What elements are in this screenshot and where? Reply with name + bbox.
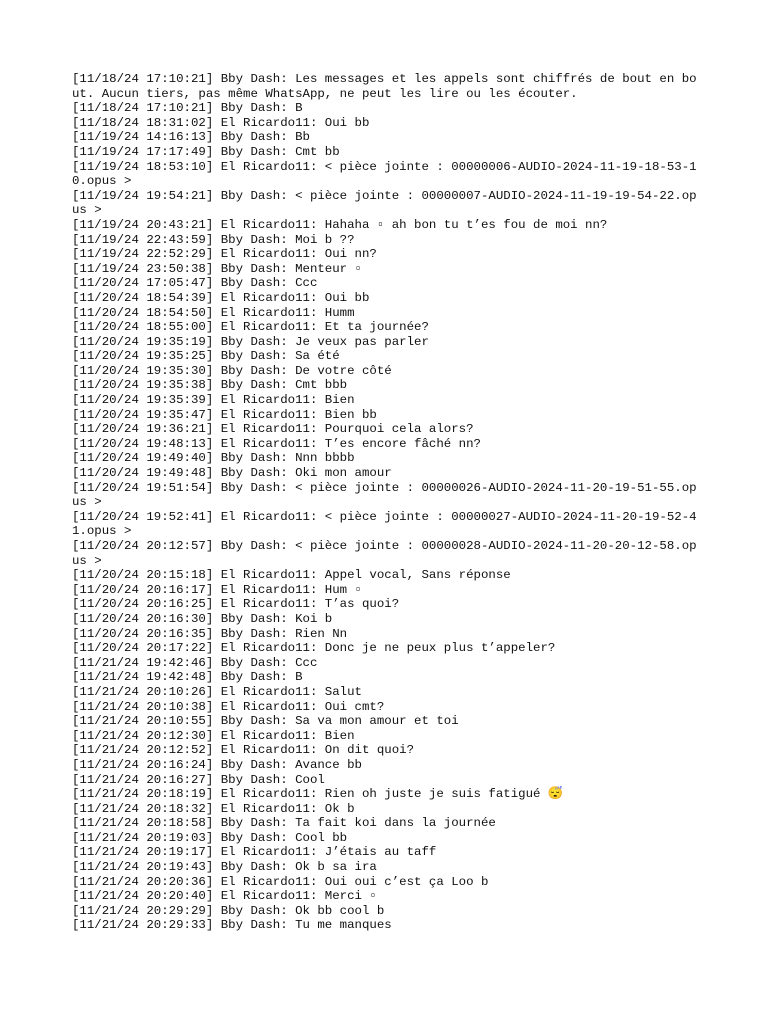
chat-line: [11/20/24 19:35:25] Bby Dash: Sa été [72, 349, 340, 364]
chat-line: [11/20/24 19:49:40] Bby Dash: Nnn bbbb [72, 451, 355, 466]
chat-line: [11/21/24 20:19:03] Bby Dash: Cool bb [72, 830, 348, 845]
chat-line: [11/18/24 17:10:21] Bby Dash: Les messages et les appels sont chiffrés de bout en bout. Aucun tiers, pas même WhatsApp, ne peut les lire ou les écouter. [72, 72, 697, 101]
chat-line: [11/21/24 20:16:24] Bby Dash: Avance bb [72, 757, 362, 772]
chat-line: [11/20/24 19:35:38] Bby Dash: Cmt bbb [72, 378, 348, 393]
chat-line: [11/21/24 20:20:36] El Ricardo11: Oui oui c’est ça Loo b [72, 874, 489, 889]
chat-line: [11/20/24 19:51:54] Bby Dash: < pièce jointe : 00000026-AUDIO-2024-11-20-19-51-55.opus > [72, 480, 697, 510]
chat-line: [11/19/24 22:43:59] Bby Dash: Moi b ?? [72, 232, 355, 247]
chat-line: [11/21/24 20:29:29] Bby Dash: Ok bb cool b [72, 903, 385, 918]
chat-line: [11/18/24 18:31:02] El Ricardo11: Oui bb [72, 115, 370, 130]
chat-line: [11/21/24 20:10:26] El Ricardo11: Salut [72, 684, 362, 699]
chat-line: [11/20/24 19:35:19] Bby Dash: Je veux pas parler [72, 334, 429, 349]
chat-line: [11/21/24 19:42:48] Bby Dash: B [72, 670, 303, 685]
chat-line: [11/20/24 18:54:50] El Ricardo11: Humm [72, 305, 355, 320]
chat-line: [11/20/24 19:48:13] El Ricardo11: T’es encore fâché nn? [72, 436, 481, 451]
chat-line: [11/19/24 17:17:49] Bby Dash: Cmt bb [72, 144, 340, 159]
chat-line: [11/19/24 19:54:21] Bby Dash: < pièce jointe : 00000007-AUDIO-2024-11-19-19-54-22.opus > [72, 188, 697, 218]
chat-line: [11/20/24 19:36:21] El Ricardo11: Pourquoi cela alors? [72, 422, 474, 437]
chat-line: [11/19/24 23:50:38] Bby Dash: Menteur ▫ [72, 261, 362, 276]
chat-line: [11/21/24 20:18:19] El Ricardo11: Rien oh juste je suis fatigué 😴 [72, 787, 564, 802]
chat-line: [11/21/24 20:18:32] El Ricardo11: Ok b [72, 801, 355, 816]
chat-line: [11/20/24 19:35:47] El Ricardo11: Bien bb [72, 407, 377, 422]
chat-line: [11/21/24 20:18:58] Bby Dash: Ta fait koi dans la journée [72, 816, 496, 831]
chat-line: [11/19/24 22:52:29] El Ricardo11: Oui nn? [72, 247, 377, 262]
chat-line: [11/19/24 20:43:21] El Ricardo11: Hahaha ▫ ah bon tu t’es fou de moi nn? [72, 217, 608, 232]
chat-line: [11/20/24 19:52:41] El Ricardo11: < pièce jointe : 00000027-AUDIO-2024-11-20-19-52-41.opus > [72, 509, 697, 539]
chat-line: [11/20/24 20:15:18] El Ricardo11: Appel vocal, Sans réponse [72, 568, 511, 583]
chat-line: [11/19/24 18:53:10] El Ricardo11: < pièce jointe : 00000006-AUDIO-2024-11-19-18-53-10.opus > [72, 159, 697, 189]
chat-line: [11/21/24 20:19:17] El Ricardo11: J’étais au taff [72, 845, 437, 860]
chat-line: [11/20/24 20:12:57] Bby Dash: < pièce jointe : 00000028-AUDIO-2024-11-20-20-12-58.opus > [72, 539, 697, 568]
chat-line: [11/20/24 18:55:00] El Ricardo11: Et ta journée? [72, 320, 429, 335]
chat-line: [11/18/24 17:10:21] Bby Dash: B [72, 101, 303, 116]
chat-line: [11/21/24 20:10:38] El Ricardo11: Oui cmt? [72, 699, 385, 714]
chat-line: [11/21/24 20:16:27] Bby Dash: Cool [72, 772, 325, 787]
chat-line: [11/20/24 20:17:22] El Ricardo11: Donc je ne peux plus t’appeler? [72, 641, 556, 656]
chat-line: [11/20/24 20:16:35] Bby Dash: Rien Nn [72, 626, 348, 641]
chat-line: [11/20/24 18:54:39] El Ricardo11: Oui bb [72, 290, 370, 305]
chat-line: [11/20/24 19:35:39] El Ricardo11: Bien [72, 393, 355, 408]
chat-line: [11/20/24 20:16:17] El Ricardo11: Hum ▫ [72, 582, 362, 597]
chat-line: [11/21/24 20:12:52] El Ricardo11: On dit quoi? [72, 743, 415, 758]
chat-line: [11/20/24 20:16:30] Bby Dash: Koi b [72, 611, 333, 626]
chat-line: [11/20/24 19:49:48] Bby Dash: Oki mon amour [72, 466, 392, 481]
chat-line: [11/21/24 20:19:43] Bby Dash: Ok b sa ira [72, 860, 377, 875]
chat-line: [11/20/24 20:16:25] El Ricardo11: T’as quoi? [72, 597, 400, 612]
chat-line: [11/19/24 14:16:13] Bby Dash: Bb [72, 130, 310, 145]
chat-line: [11/21/24 20:20:40] El Ricardo11: Merci ▫ [72, 889, 377, 904]
chat-line: [11/21/24 20:29:33] Bby Dash: Tu me manques [72, 918, 392, 933]
chat-line: [11/21/24 20:12:30] El Ricardo11: Bien [72, 728, 355, 743]
chat-transcript [72, 72, 698, 933]
chat-line: [11/20/24 17:05:47] Bby Dash: Ccc [72, 276, 318, 291]
chat-line: [11/21/24 20:10:55] Bby Dash: Sa va mon amour et toi [72, 714, 459, 729]
chat-line: [11/21/24 19:42:46] Bby Dash: Ccc [72, 655, 318, 670]
chat-line: [11/20/24 19:35:30] Bby Dash: De votre côté [72, 363, 392, 378]
